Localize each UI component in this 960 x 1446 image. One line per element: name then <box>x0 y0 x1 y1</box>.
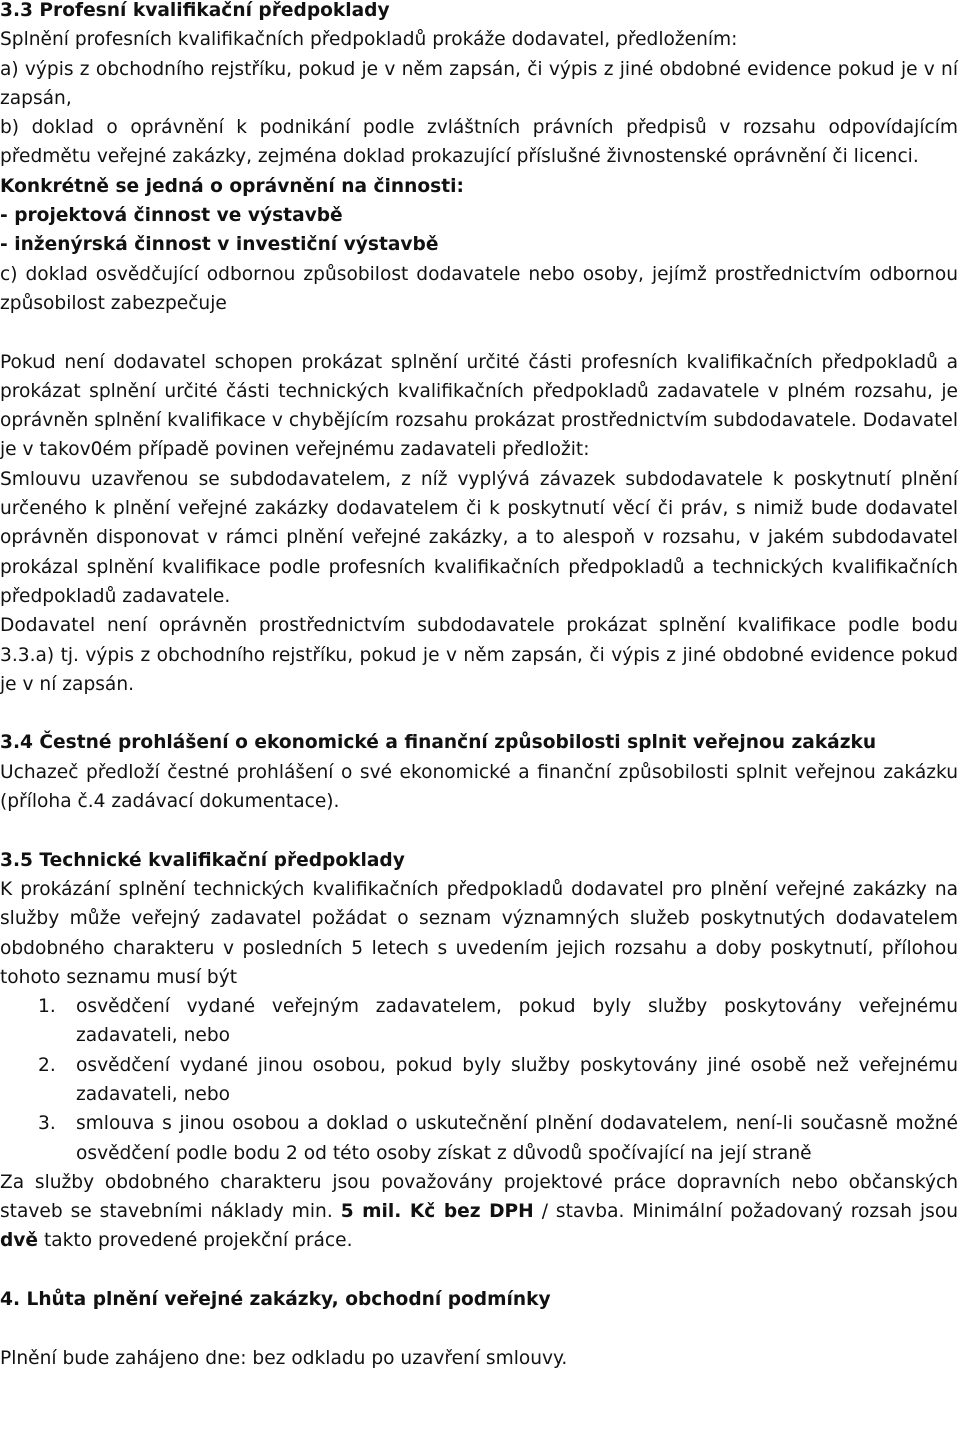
section-3-4-heading: 3.4 Čestné prohlášení o ekonomické a finanční způsobilosti splnit veřejnou zakázku <box>0 732 877 754</box>
spacer <box>0 1256 958 1285</box>
section-3-3-intro: Splnění profesních kvalifikačních předpokladů prokáže dodavatel, předložením: <box>0 29 738 51</box>
item-c: c) doklad osvědčující odbornou způsobilost dodavatele nebo osoby, jejímž prostřednictvím odbornou způsobilost zabezpečuje <box>0 263 958 314</box>
final-text-c: / stavba. Minimální požadovaný rozsah jsou <box>533 1201 958 1223</box>
section-3-5-heading: 3.5 Technické kvalifikační předpoklady <box>0 849 405 871</box>
section-4-heading: 4. Lhůta plnění veřejné zakázky, obchodní podmínky <box>0 1289 551 1311</box>
contract-paragraph: Smlouvu uzavřenou se subdodavatelem, z níž vyplývá závazek subdodavatele k poskytnutí plnění určeného k plnění veřejné zakázky dodavatelem či k poskytnutí věcí či práv, s nimiž bude dodavatel oprávněn disponovat v rámci plnění veřejné zakázky, a to alespoň v rozsahu, v jakém subdodavatel prokázal splnění kvalifikace podle profesních kvalifikačních předpokladů a technických kvalifikačních předpokladů zadavatele. <box>0 468 958 607</box>
spacer <box>0 699 958 728</box>
restriction-paragraph: Dodavatel není oprávněn prostřednictvím subdodavatele prokázat splnění kvalifikace podle bodu 3.3.a) tj. výpis z obchodního rejstříku, pokud je v něm zapsán, či výpis z jiné obdobné evidence pokud je v ní zapsán. <box>0 615 958 695</box>
proof-list <box>0 992 958 1168</box>
list-item-text: osvědčení vydané veřejným zadavatelem, pokud byly služby poskytovány veřejnému zadavateli, nebo <box>76 996 958 1047</box>
spacer <box>0 1314 958 1343</box>
item-b: b) doklad o oprávnění k podnikání podle zvláštních právních předpisů v rozsahu odpovídajícím předmětu veřejné zakázky, zejména doklad prokazující příslušné živnostenské oprávnění či licenci. <box>0 117 958 168</box>
spacer <box>0 816 958 845</box>
final-text-d: takto provedené projekční práce. <box>38 1230 353 1252</box>
item-a: a) výpis z obchodního rejstříku, pokud je v něm zapsán, či výpis z jiné obdobné evidence pokud je v ní zapsán, <box>0 58 958 109</box>
list-item <box>0 1109 958 1168</box>
list-item <box>0 1051 958 1110</box>
spacer <box>0 318 958 347</box>
list-item-number: 3. <box>38 1113 56 1135</box>
activity-2: - inženýrská činnost v investiční výstavbě <box>0 234 439 256</box>
cost-threshold: 5 mil. Kč bez DPH <box>340 1201 534 1223</box>
list-item-text: osvědčení vydané jinou osobou, pokud byly služby poskytovány jiné osobě než veřejnému zadavateli, nebo <box>76 1054 958 1105</box>
activity-1: - projektová činnost ve výstavbě <box>0 205 343 227</box>
list-item-number: 2. <box>38 1054 56 1076</box>
section-4-text: Plnění bude zahájeno dne: bez odkladu po uzavření smlouvy. <box>0 1347 568 1369</box>
section-3-3-heading: 3.3 Profesní kvalifikační předpoklady <box>0 0 390 21</box>
subcontractor-paragraph: Pokud není dodavatel schopen prokázat splnění určité části profesních kvalifikačních předpokladů a prokázat splnění určité části technických kvalifikačních předpokladů zadavatele v plném rozsahu, je oprávněn splnění kvalifikace v chybějícím rozsahu prokázat prostřednictvím subdodavatele. Dodavatel je v takov0ém případě povinen veřejnému zadavateli předložit: <box>0 351 958 461</box>
similar-services-paragraph <box>0 1168 958 1256</box>
section-3-5-text: K prokázání splnění technických kvalifikačních předpokladů dodavatel pro plnění veřejné zakázky na služby může veřejný zadavatel požádat o seznam významných služeb poskytnutých dodavatelem obdobného charakteru v posledních 5 letech s uvedením jejich rozsahu a doby poskytnutí, přílohou tohoto seznamu musí být <box>0 878 958 988</box>
section-3-4-text: Uchazeč předloží čestné prohlášení o své ekonomické a finanční způsobilosti splnit veřejnou zakázku (příloha č.4 zadávací dokumentace). <box>0 761 958 813</box>
list-item-number: 1. <box>38 996 56 1018</box>
list-item <box>0 992 958 1051</box>
final-text-a: Za služby obdobného charakteru jsou považovány projektové práce dopravních nebo občanských staveb se stavebními náklady min. <box>0 1171 958 1223</box>
list-item-text: smlouva s jinou osobou a doklad o uskutečnění plnění dodavatelem, není-li současně možné osvědčení podle bodu 2 od této osoby získat z důvodů spočívající na její straně <box>76 1113 958 1164</box>
activities-label: Konkrétně se jedná o oprávnění na činnosti: <box>0 175 464 197</box>
minimum-count: dvě <box>0 1230 39 1252</box>
